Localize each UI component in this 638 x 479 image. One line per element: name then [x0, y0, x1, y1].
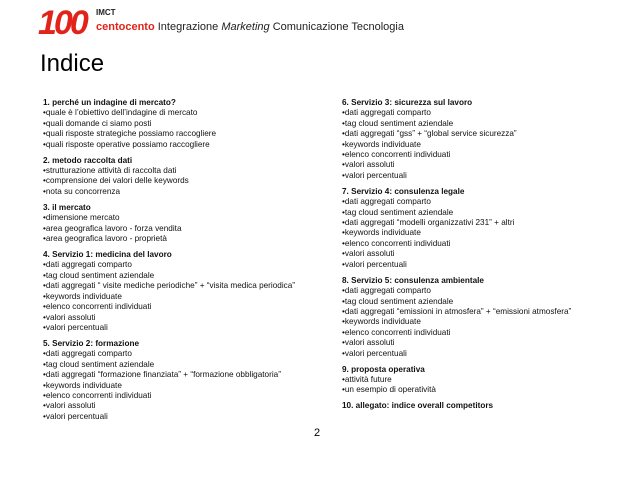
list-item: •valori assoluti: [342, 338, 395, 348]
list-item: •keywords individuate: [43, 380, 122, 390]
index-section: [342, 98, 622, 181]
list-item: •elenco concorrenti individuati: [342, 238, 451, 248]
list-item: •keywords individuate: [43, 291, 122, 301]
index-left-column: [43, 98, 333, 428]
list-item: •tag cloud sentiment aziendale: [342, 207, 454, 217]
list-item: •dati aggregati comparto: [342, 286, 431, 296]
list-item: •valori percentuali: [342, 170, 407, 180]
list-item: •dati aggregati comparto: [43, 260, 132, 270]
list-item: •valori percentuali: [43, 322, 108, 332]
list-item: •keywords individuate: [342, 228, 421, 238]
index-section: [43, 98, 333, 150]
list-item: •dati aggregati “modelli organizzativi 231” + altri: [342, 218, 515, 228]
list-item: •quali domande ci siamo posti: [43, 118, 152, 128]
list-item: •valori percentuali: [43, 411, 108, 421]
list-item: •area geografica lavoro - proprietà: [43, 234, 167, 244]
list-item: •quali risposte strategiche possiamo raccogliere: [43, 129, 217, 139]
list-item: •elenco concorrenti individuati: [43, 390, 152, 400]
list-item: •dati aggregati comparto: [342, 108, 431, 118]
section-title: 4. Servizio 1: medicina del lavoro: [43, 250, 172, 260]
list-item: •elenco concorrenti individuati: [342, 327, 451, 337]
section-title: 8. Servizio 5: consulenza ambientale: [342, 275, 484, 285]
page-title: Indice: [40, 50, 105, 77]
page-number: 2: [314, 427, 321, 439]
section-title: 6. Servizio 3: sicurezza sul lavoro: [342, 98, 473, 107]
brand-name: centocento: [96, 21, 155, 33]
section-title: 1. perché un indagine di mercato?: [43, 98, 176, 107]
section-title: 3. il mercato: [43, 202, 91, 212]
list-item: •dati aggregati comparto: [342, 197, 431, 207]
list-item: •keywords individuate: [342, 139, 421, 149]
tagline-part2: Comunicazione Tecnologia: [269, 21, 404, 33]
index-section: [342, 365, 622, 396]
section-title: 7. Servizio 4: consulenza legale: [342, 186, 465, 196]
list-item: •tag cloud sentiment aziendale: [43, 270, 155, 280]
tagline-part1: Integrazione: [154, 21, 222, 33]
index-section: [43, 339, 333, 422]
list-item: •dati aggregati “formazione finanziata” + “formazione obbligatoria”: [43, 370, 281, 380]
list-item: •attività future: [342, 374, 392, 384]
list-item: •strutturazione attività di raccolta dati: [43, 166, 177, 176]
list-item: •elenco concorrenti individuati: [342, 150, 451, 160]
list-item: •valori assoluti: [43, 312, 96, 322]
list-item: •tag cloud sentiment aziendale: [43, 359, 155, 369]
section-title: 5. Servizio 2: formazione: [43, 338, 140, 348]
list-item: •un esempio di operatività: [342, 385, 436, 395]
list-item: •tag cloud sentiment aziendale: [342, 296, 454, 306]
section-title: 10. allegato: indice overall competitors: [342, 401, 494, 411]
index-section: [342, 276, 622, 359]
list-item: •dimensione mercato: [43, 213, 120, 223]
section-title: 2. metodo raccolta dati: [43, 155, 133, 165]
list-item: •valori assoluti: [342, 249, 395, 259]
list-item: •dati aggregati “emissioni in atmosfera” + “emissioni atmosfera”: [342, 306, 572, 316]
index-section: [43, 250, 333, 333]
list-item: •nota su concorrenza: [43, 186, 121, 196]
index-section: [43, 203, 333, 245]
list-item: •comprensione dei valori delle keywords: [43, 176, 189, 186]
list-item: •dati aggregati comparto: [43, 349, 132, 359]
list-item: •valori assoluti: [342, 160, 395, 170]
list-item: •area geografica lavoro - forza vendita: [43, 223, 182, 233]
list-item: •dati aggregati “ visite mediche periodiche” + “visita medica periodica”: [43, 281, 296, 291]
logo-tagline: [96, 21, 404, 33]
list-item: •quali risposte operative possiamo raccogliere: [43, 139, 210, 149]
list-item: •elenco concorrenti individuati: [43, 302, 152, 312]
list-item: •valori percentuali: [342, 348, 407, 358]
list-item: •tag cloud sentiment aziendale: [342, 118, 454, 128]
list-item: •quale è l’obiettivo dell’indagine di mercato: [43, 108, 198, 118]
index-section: [43, 156, 333, 198]
logo-mark: 100: [38, 4, 86, 42]
index-right-column: [342, 98, 622, 417]
list-item: •dati aggregati “gss” + “global service sicurezza”: [342, 129, 517, 139]
tagline-marketing: Marketing: [221, 21, 270, 33]
list-item: •valori assoluti: [43, 401, 96, 411]
logo-imct-label: IMCT: [96, 8, 116, 17]
section-title: 9. proposta operativa: [342, 364, 425, 374]
index-section: [342, 401, 622, 411]
list-item: •valori percentuali: [342, 259, 407, 269]
header-logo: [38, 6, 558, 40]
list-item: •keywords individuate: [342, 317, 421, 327]
index-section: [342, 187, 622, 270]
